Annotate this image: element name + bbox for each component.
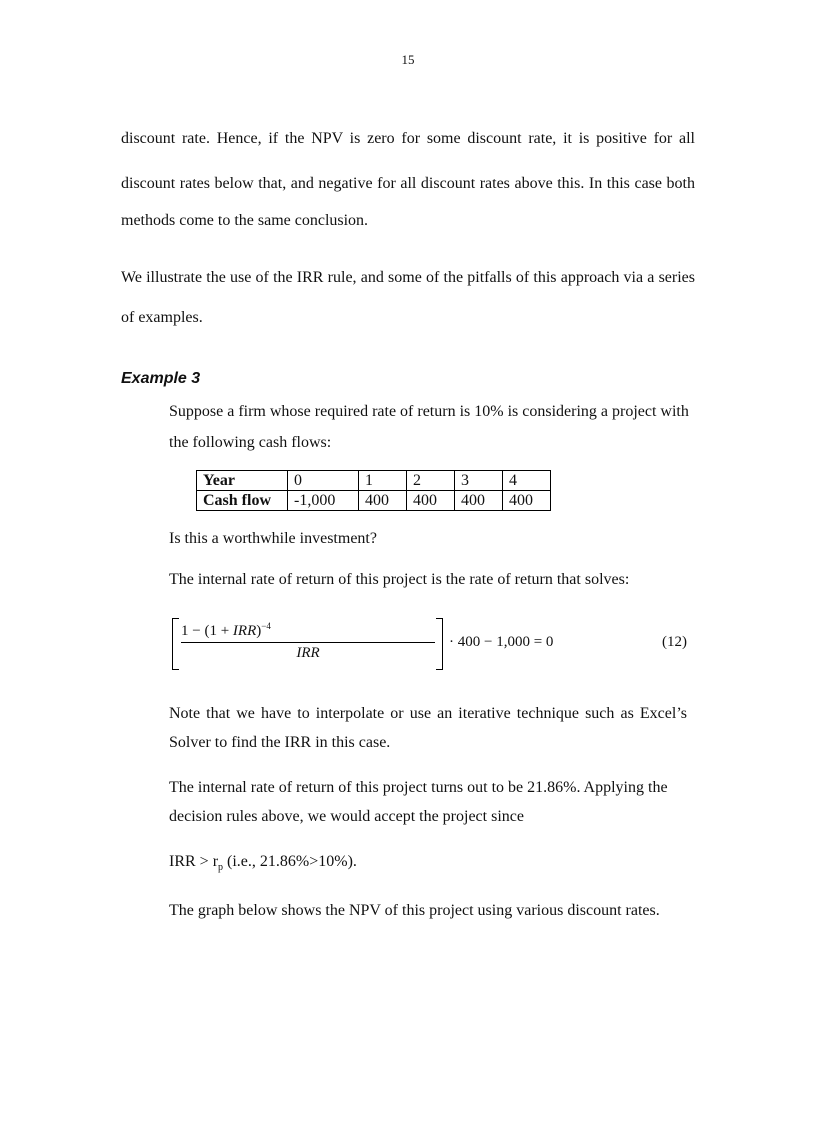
cash-flow-cell: 400 bbox=[455, 491, 503, 511]
numerator-suffix: ) bbox=[256, 623, 262, 639]
irr-definition-text: The internal rate of return of this project is the rate of return that solves: bbox=[169, 571, 630, 588]
cash-flow-cell: 400 bbox=[407, 491, 455, 511]
equation-denominator: IRR bbox=[296, 645, 320, 661]
page-number: 15 bbox=[401, 52, 415, 67]
comparison-prefix: IRR > r bbox=[169, 853, 219, 870]
irr-equation bbox=[169, 618, 689, 674]
irr-comparison bbox=[169, 853, 357, 873]
graph-intro-text: The graph below shows the NPV of this project using various discount rates. bbox=[169, 902, 660, 919]
year-header: Year bbox=[197, 471, 288, 491]
equation-numerator bbox=[181, 621, 435, 640]
numerator-exponent: −4 bbox=[261, 621, 271, 631]
year-cell: 3 bbox=[455, 471, 503, 491]
numerator-variable: IRR bbox=[232, 623, 257, 639]
setup-line-2: the following cash flows: bbox=[169, 434, 332, 451]
cash-flow-header: Cash flow bbox=[197, 491, 288, 511]
illustrate-line-1: We illustrate the use of the IRR rule, and some of the pitfalls of this approach via a series bbox=[121, 269, 695, 286]
cash-flow-row bbox=[197, 491, 551, 511]
result-line-1: The internal rate of return of this project turns out to be 21.86%. Applying the bbox=[169, 779, 668, 796]
right-bracket bbox=[436, 618, 443, 670]
intro-line-2: discount rates below that, and negative for all discount rates above this. In this case both bbox=[121, 175, 695, 192]
question-text: Is this a worthwhile investment? bbox=[169, 530, 377, 547]
year-cell: 0 bbox=[288, 471, 359, 491]
equation-rest: · 400 − 1,000 = 0 bbox=[449, 634, 554, 650]
comparison-subscript: p bbox=[218, 862, 224, 874]
note-line-2: Solver to find the IRR in this case. bbox=[169, 734, 391, 751]
year-cell: 1 bbox=[359, 471, 407, 491]
year-cell: 2 bbox=[407, 471, 455, 491]
year-row bbox=[197, 471, 551, 491]
example-heading: Example 3 bbox=[121, 370, 201, 387]
cash-flow-table bbox=[196, 470, 551, 511]
numerator-prefix: 1 − (1 + bbox=[181, 623, 233, 639]
cash-flow-cell: 400 bbox=[359, 491, 407, 511]
year-cell: 4 bbox=[503, 471, 551, 491]
note-line-1: Note that we have to interpolate or use an iterative technique such as Excel’s bbox=[169, 705, 687, 722]
result-line-2: decision rules above, we would accept the project since bbox=[169, 808, 524, 825]
fraction-bar bbox=[181, 642, 435, 643]
illustrate-line-2: of examples. bbox=[121, 309, 203, 326]
illustrate-paragraph bbox=[121, 269, 695, 339]
setup-line-1: Suppose a firm whose required rate of return is 10% is considering a project with bbox=[169, 403, 689, 420]
cash-flow-cell: -1,000 bbox=[288, 491, 359, 511]
intro-line-3: methods come to the same conclusion. bbox=[121, 212, 369, 229]
intro-line-1: discount rate. Hence, if the NPV is zero for some discount rate, it is positive for all bbox=[121, 130, 695, 147]
intro-paragraph bbox=[121, 130, 695, 240]
comparison-suffix: (i.e., 21.86%>10%). bbox=[223, 853, 357, 870]
cash-flow-cell: 400 bbox=[503, 491, 551, 511]
left-bracket bbox=[172, 618, 179, 670]
equation-number: (12) bbox=[662, 634, 687, 650]
